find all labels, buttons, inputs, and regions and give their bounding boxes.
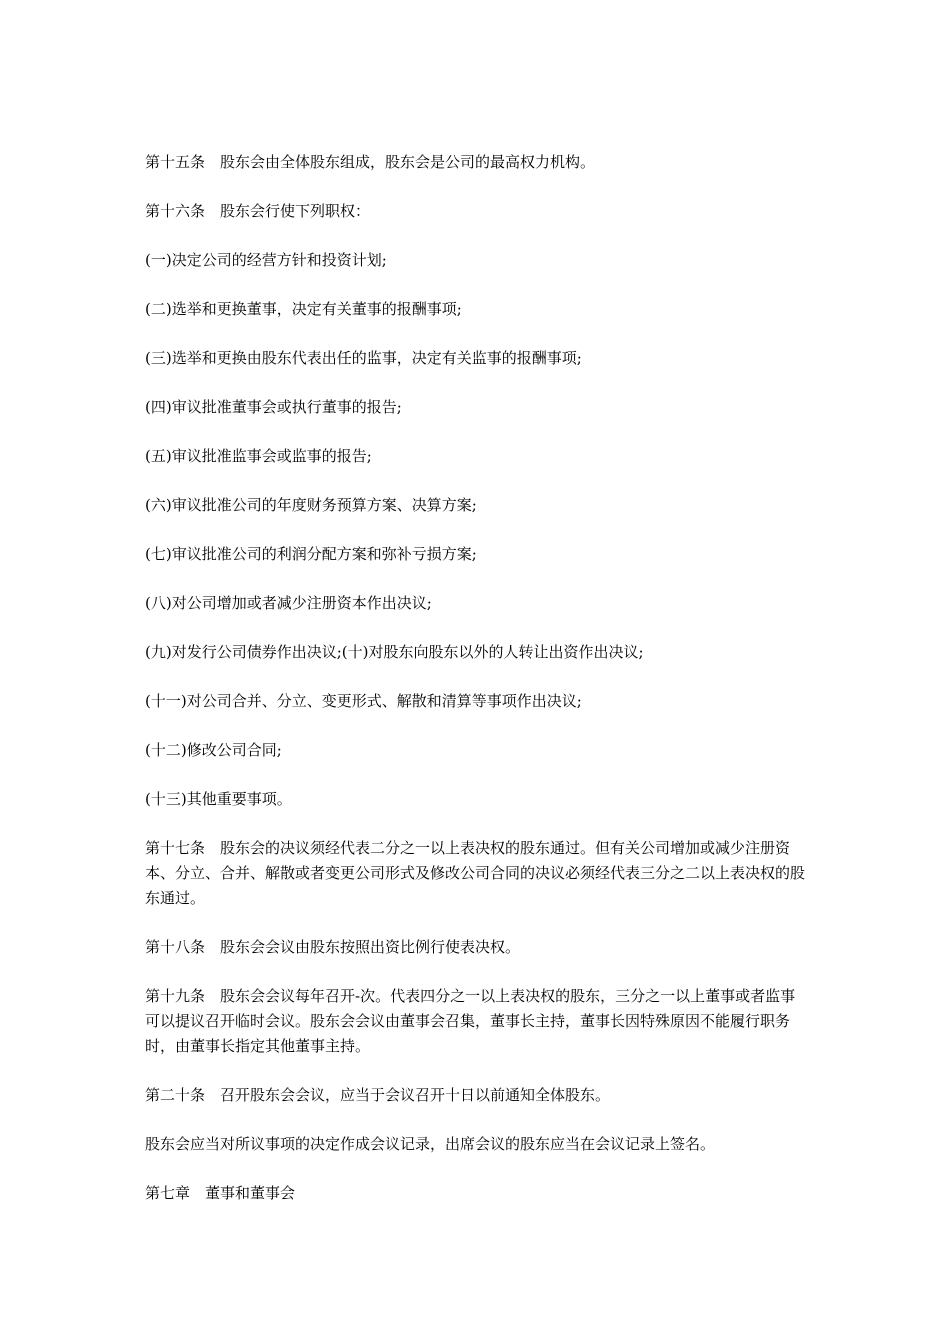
list-item-6: (六)审议批准公司的年度财务预算方案、决算方案; <box>145 496 477 514</box>
article-20: 第二十条 召开股东会会议，应当于会议召开十日以前通知全体股东。 <box>145 1086 611 1104</box>
list-item-3: (三)选举和更换由股东代表出任的监事，决定有关监事的报酬事项; <box>145 349 582 367</box>
list-item-11: (十一)对公司合并、分立、变更形式、解散和清算等事项作出决议; <box>145 692 582 710</box>
list-item-4: (四)审议批准董事会或执行董事的报告; <box>145 398 402 416</box>
list-item-8: (八)对公司增加或者减少注册资本作出决议; <box>145 594 432 612</box>
article-19: 第十九条 股东会会议每年召开-次。代表四分之一以上表决权的股东，三分之一以上董事或者监事可以提议召开临时会议。股东会会议由董事会召集，董事长主持，董事长因特殊原因不能履行职务时，由董事长指定其他董事主持。 <box>145 987 796 1055</box>
meeting-record-paragraph: 股东会应当对所议事项的决定作成会议记录，出席会议的股东应当在会议记录上签名。 <box>145 1135 716 1153</box>
article-17: 第十七条 股东会的决议须经代表二分之一以上表决权的股东通过。但有关公司增加或减少注册资本、分立、合并、解散或者变更公司形式及修改公司合同的决议必须经代表三分之二以上表决权的股东通过。 <box>145 839 806 907</box>
list-item-12: (十二)修改公司合同; <box>145 741 282 759</box>
article-16: 第十六条 股东会行使下列职权： <box>145 202 371 220</box>
article-15: 第十五条 股东会由全体股东组成，股东会是公司的最高权力机构。 <box>145 153 596 171</box>
chapter-7-heading: 第七章 董事和董事会 <box>145 1184 296 1202</box>
list-item-7: (七)审议批准公司的利润分配方案和弥补亏损方案; <box>145 545 477 563</box>
list-item-1: (一)决定公司的经营方针和投资计划; <box>145 251 387 269</box>
list-item-2: (二)选举和更换董事，决定有关董事的报酬事项; <box>145 300 462 318</box>
document-body <box>145 150 810 1230</box>
article-18: 第十八条 股东会会议由股东按照出资比例行使表决权。 <box>145 938 521 956</box>
list-item-9-10: (九)对发行公司债券作出决议;(十)对股东向股东以外的人转让出资作出决议; <box>145 643 644 661</box>
list-item-13: (十三)其他重要事项。 <box>145 790 292 808</box>
list-item-5: (五)审议批准监事会或监事的报告; <box>145 447 372 465</box>
